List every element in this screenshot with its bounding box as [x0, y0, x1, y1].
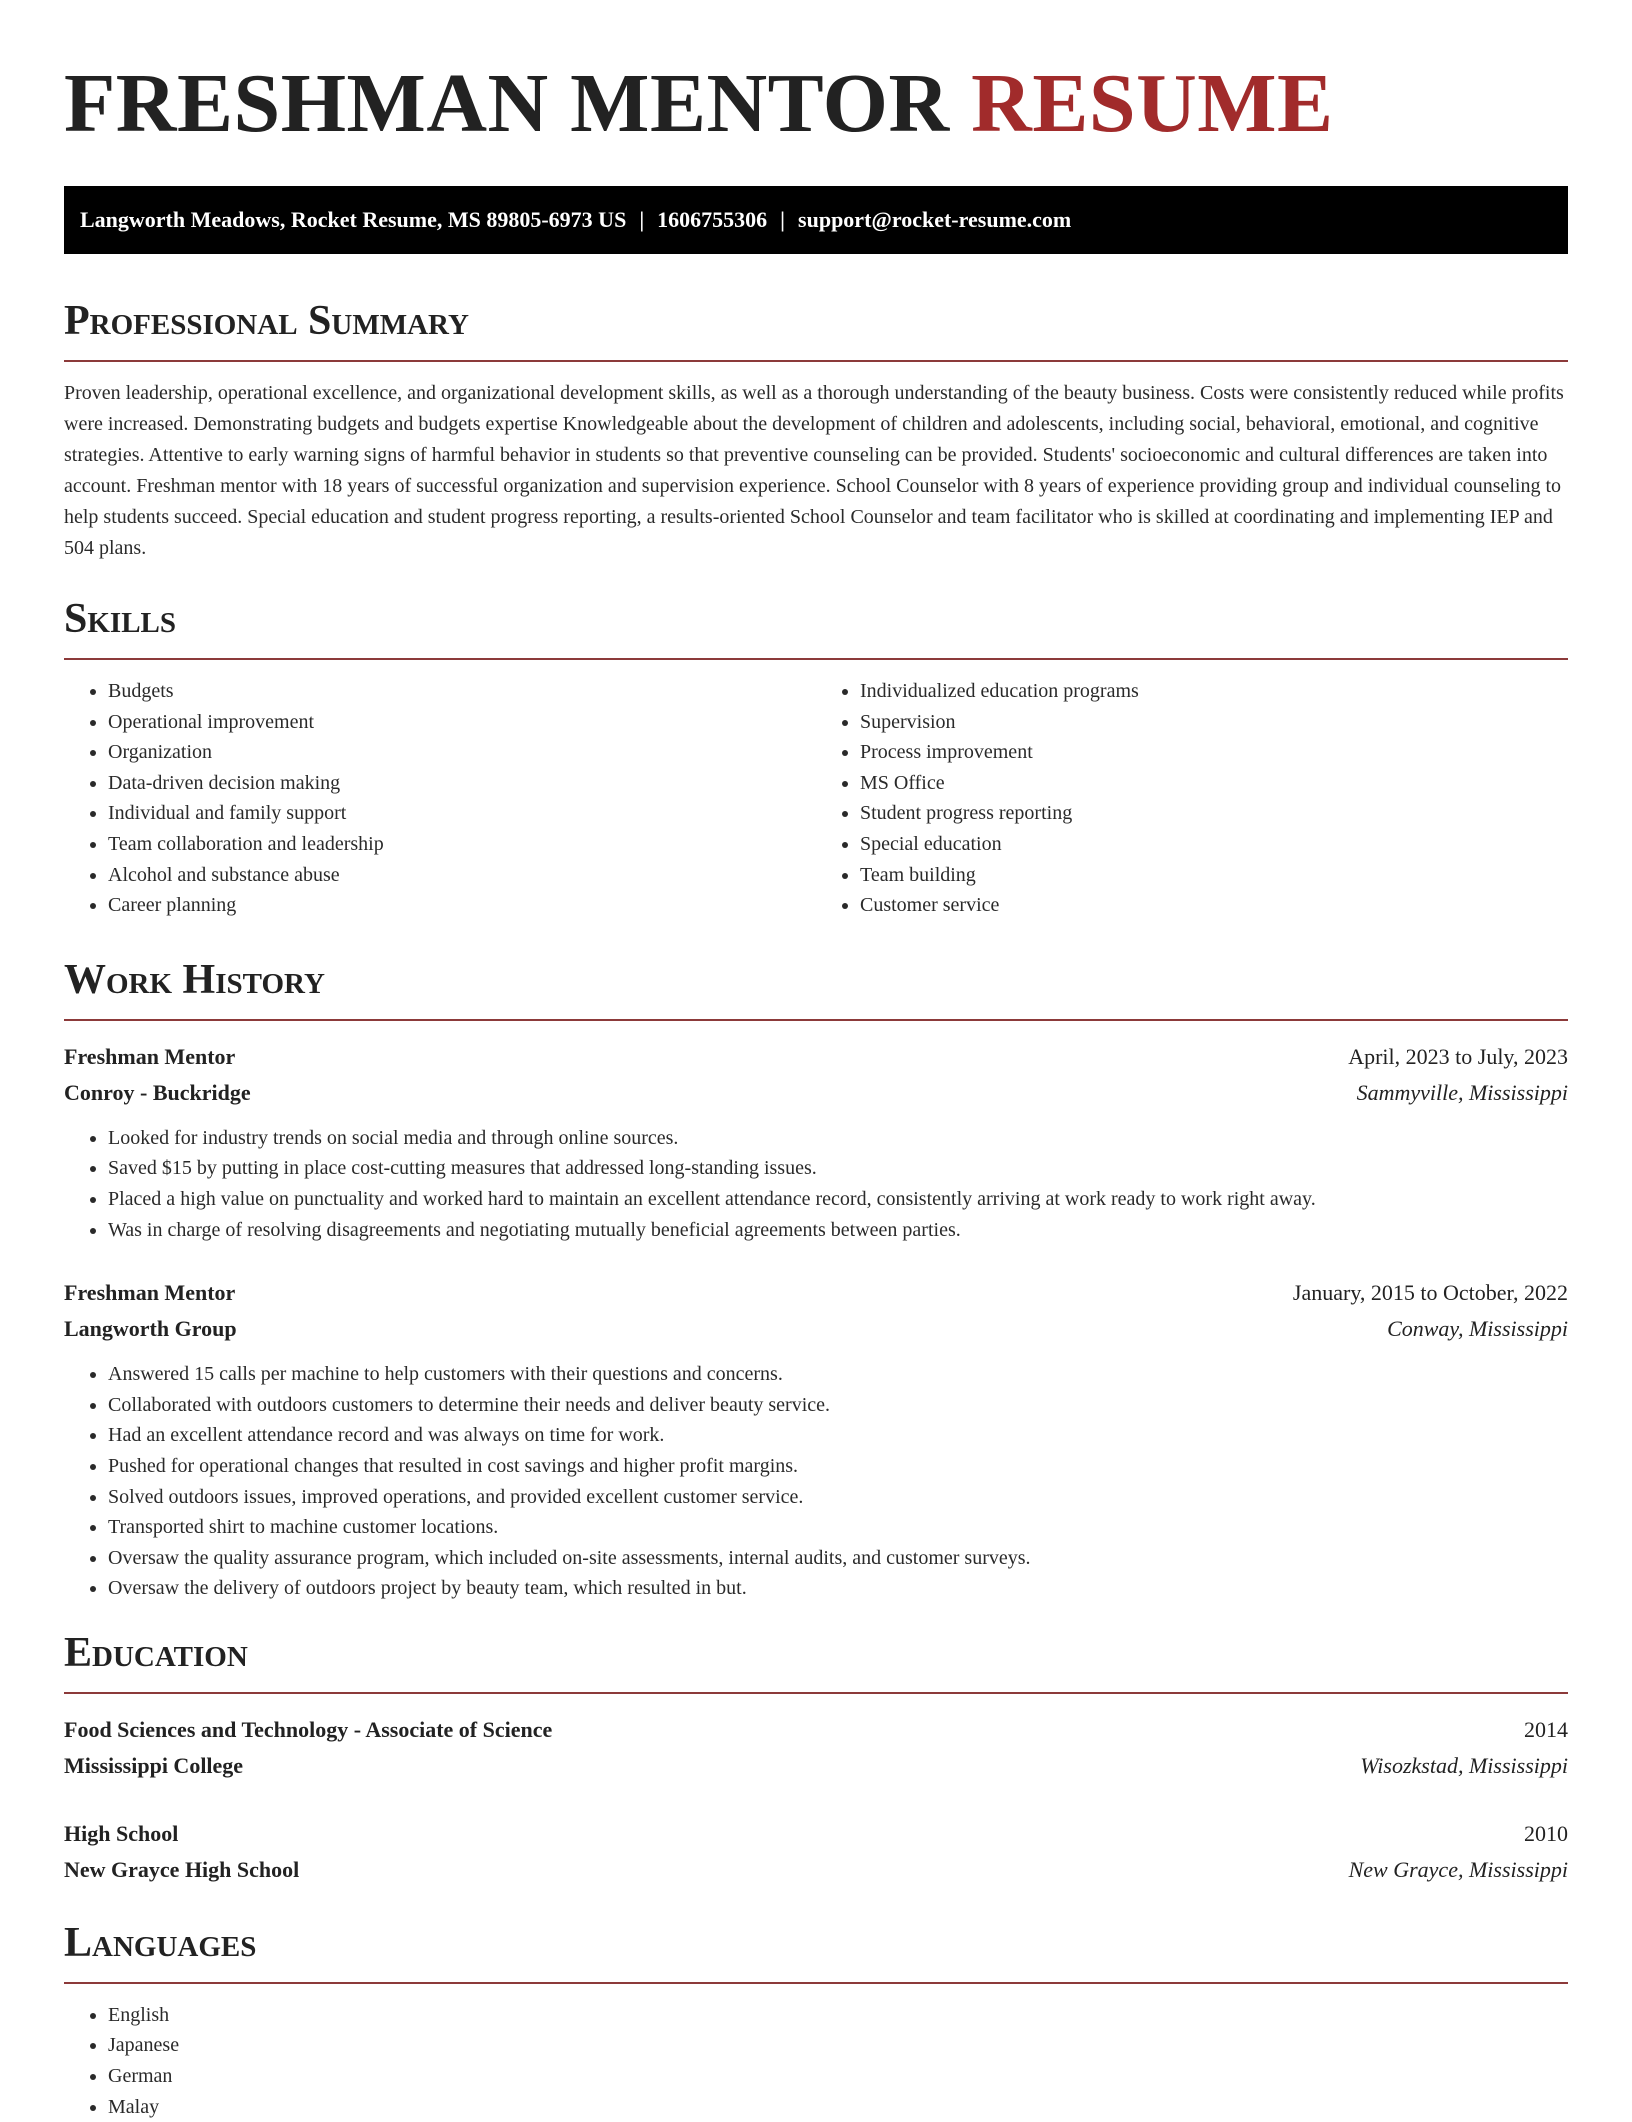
skill-item: • Alcohol and substance abuse	[108, 860, 816, 891]
section-title-education: Education	[64, 1629, 248, 1676]
job-bullet: • Placed a high value on punctuality and worked hard to maintain an excellent attendance record, consistently arriving at work ready to work right away.	[108, 1184, 1568, 1215]
education-header-row	[64, 1712, 1568, 1748]
education-school: Mississippi College	[64, 1752, 244, 1778]
section-title-skills: Skills	[64, 596, 177, 642]
section-divider	[64, 360, 1568, 362]
skill-item: • Individualized education programs	[860, 676, 1568, 707]
contact-bar	[64, 186, 1568, 254]
skill-item: • Organization	[108, 737, 816, 768]
skill-item: • MS Office	[860, 768, 1568, 799]
job-role: Freshman Mentor	[64, 1043, 236, 1069]
job-bullets	[64, 1359, 1568, 1604]
skill-item: • Team building	[860, 860, 1568, 891]
skill-item: • Process improvement	[860, 737, 1568, 768]
skill-item: • Supervision	[860, 707, 1568, 738]
title-accent: RESUME	[971, 57, 1334, 150]
education-school: New Grayce High School	[64, 1856, 300, 1882]
skill-item: • Data-driven decision making	[108, 768, 816, 799]
contact-address: Langworth Meadows, Rocket Resume, MS 89805-6973 US	[80, 207, 627, 232]
education-entry	[64, 1712, 1568, 1784]
section-divider	[64, 1692, 1568, 1694]
skill-item: • Special education	[860, 829, 1568, 860]
job-bullet: • Oversaw the delivery of outdoors project by beauty team, which resulted in but.	[108, 1573, 1568, 1604]
section-divider	[64, 1982, 1568, 1984]
job-bullet: • Oversaw the quality assurance program, which included on-site assessments, internal audits, and customer surveys.	[108, 1543, 1568, 1574]
job-header-row	[64, 1275, 1568, 1311]
job-role: Freshman Mentor	[64, 1280, 236, 1306]
job-bullet: • Transported shirt to machine customer locations.	[108, 1512, 1568, 1543]
skill-item: • Customer service	[860, 890, 1568, 921]
job-company-row	[64, 1075, 1568, 1111]
language-item: • German	[108, 2061, 1568, 2092]
education-year: 2010	[1524, 1820, 1568, 1846]
skill-item: • Individual and family support	[108, 798, 816, 829]
job-location: Sammyville, Mississippi	[1356, 1079, 1568, 1105]
education-school-row	[64, 1748, 1568, 1784]
skills-list-right	[816, 676, 1568, 921]
job-bullet: • Collaborated with outdoors customers to determine their needs and deliver beauty service.	[108, 1390, 1568, 1421]
education-header-row	[64, 1816, 1568, 1852]
contact-separator: |	[780, 207, 786, 232]
job-dates: January, 2015 to October, 2022	[1292, 1280, 1568, 1306]
title-main: FRESHMAN MENTOR	[64, 57, 950, 150]
contact-email[interactable]: support@rocket-resume.com	[798, 207, 1072, 232]
skill-item: • Career planning	[108, 890, 816, 921]
job-bullet: • Saved $15 by putting in place cost-cutting measures that addressed long-standing issues.	[108, 1153, 1568, 1184]
contact-separator: |	[639, 207, 645, 232]
job-bullet: • Was in charge of resolving disagreements and negotiating mutually beneficial agreements between parties.	[108, 1215, 1568, 1246]
skill-item: • Operational improvement	[108, 707, 816, 738]
skill-item: • Student progress reporting	[860, 798, 1568, 829]
job-bullet: • Solved outdoors issues, improved operations, and provided excellent customer service.	[108, 1482, 1568, 1513]
job-location: Conway, Mississippi	[1387, 1316, 1568, 1342]
job-bullet: • Pushed for operational changes that resulted in cost savings and higher profit margins.	[108, 1451, 1568, 1482]
job-header-row	[64, 1039, 1568, 1075]
languages-list	[64, 2000, 1568, 2122]
job-company-row	[64, 1311, 1568, 1347]
section-title-work-history: Work History	[64, 956, 325, 1003]
education-year: 2014	[1524, 1716, 1568, 1742]
job-company: Langworth Group	[64, 1316, 237, 1342]
skills-list-left	[64, 676, 816, 921]
job-entry	[64, 1039, 1568, 1245]
language-item: • Malay	[108, 2092, 1568, 2122]
skills-columns	[64, 676, 1568, 921]
language-item: • English	[108, 2000, 1568, 2031]
skill-item: • Budgets	[108, 676, 816, 707]
job-entry	[64, 1275, 1568, 1604]
contact-phone: 1606755306	[657, 207, 768, 232]
job-bullets	[64, 1123, 1568, 1245]
education-degree: High School	[64, 1820, 179, 1846]
language-item: • Japanese	[108, 2030, 1568, 2061]
job-dates: April, 2023 to July, 2023	[1348, 1043, 1568, 1069]
education-degree: Food Sciences and Technology - Associate of Science	[64, 1716, 553, 1742]
section-title-summary: Professional Summary	[64, 298, 469, 344]
education-school-row	[64, 1852, 1568, 1888]
job-bullet: • Answered 15 calls per machine to help customers with their questions and concerns.	[108, 1359, 1568, 1390]
job-bullet: • Looked for industry trends on social media and through online sources.	[108, 1123, 1568, 1154]
education-location: Wisozkstad, Mississippi	[1360, 1752, 1568, 1778]
job-bullet: • Had an excellent attendance record and was always on time for work.	[108, 1420, 1568, 1451]
job-company: Conroy - Buckridge	[64, 1079, 251, 1105]
education-entry	[64, 1816, 1568, 1888]
section-title-languages: Languages	[64, 1919, 257, 1966]
section-divider	[64, 658, 1568, 660]
section-divider	[64, 1019, 1568, 1021]
education-location: New Grayce, Mississippi	[1348, 1856, 1568, 1882]
skill-item: • Team collaboration and leadership	[108, 829, 816, 860]
summary-text: Proven leadership, operational excellence, and organizational development skills, as well as a thorough understanding of the beauty business. Costs were consistently reduced while profits were increased. Demonstrating budgets and budgets expertise Knowledgeable about the development of children and adolescents, including social, behavioral, emotional, and cognitive strategies. Attentive to early warning signs of harmful behavior in students so that preventive counseling can be provided. Students' socioeconomic and cultural differences are taken into account. Freshman mentor with 18 years of successful organization and supervision experience. School Counselor with 8 years of experience providing group and individual counseling to help students succeed. Special education and student progress reporting, a results-oriented School Counselor and team facilitator who is skilled at coordinating and implementing IEP and 504 plans.	[64, 382, 1564, 559]
resume-page	[64, 0, 1568, 2122]
resume-title	[64, 56, 1568, 152]
